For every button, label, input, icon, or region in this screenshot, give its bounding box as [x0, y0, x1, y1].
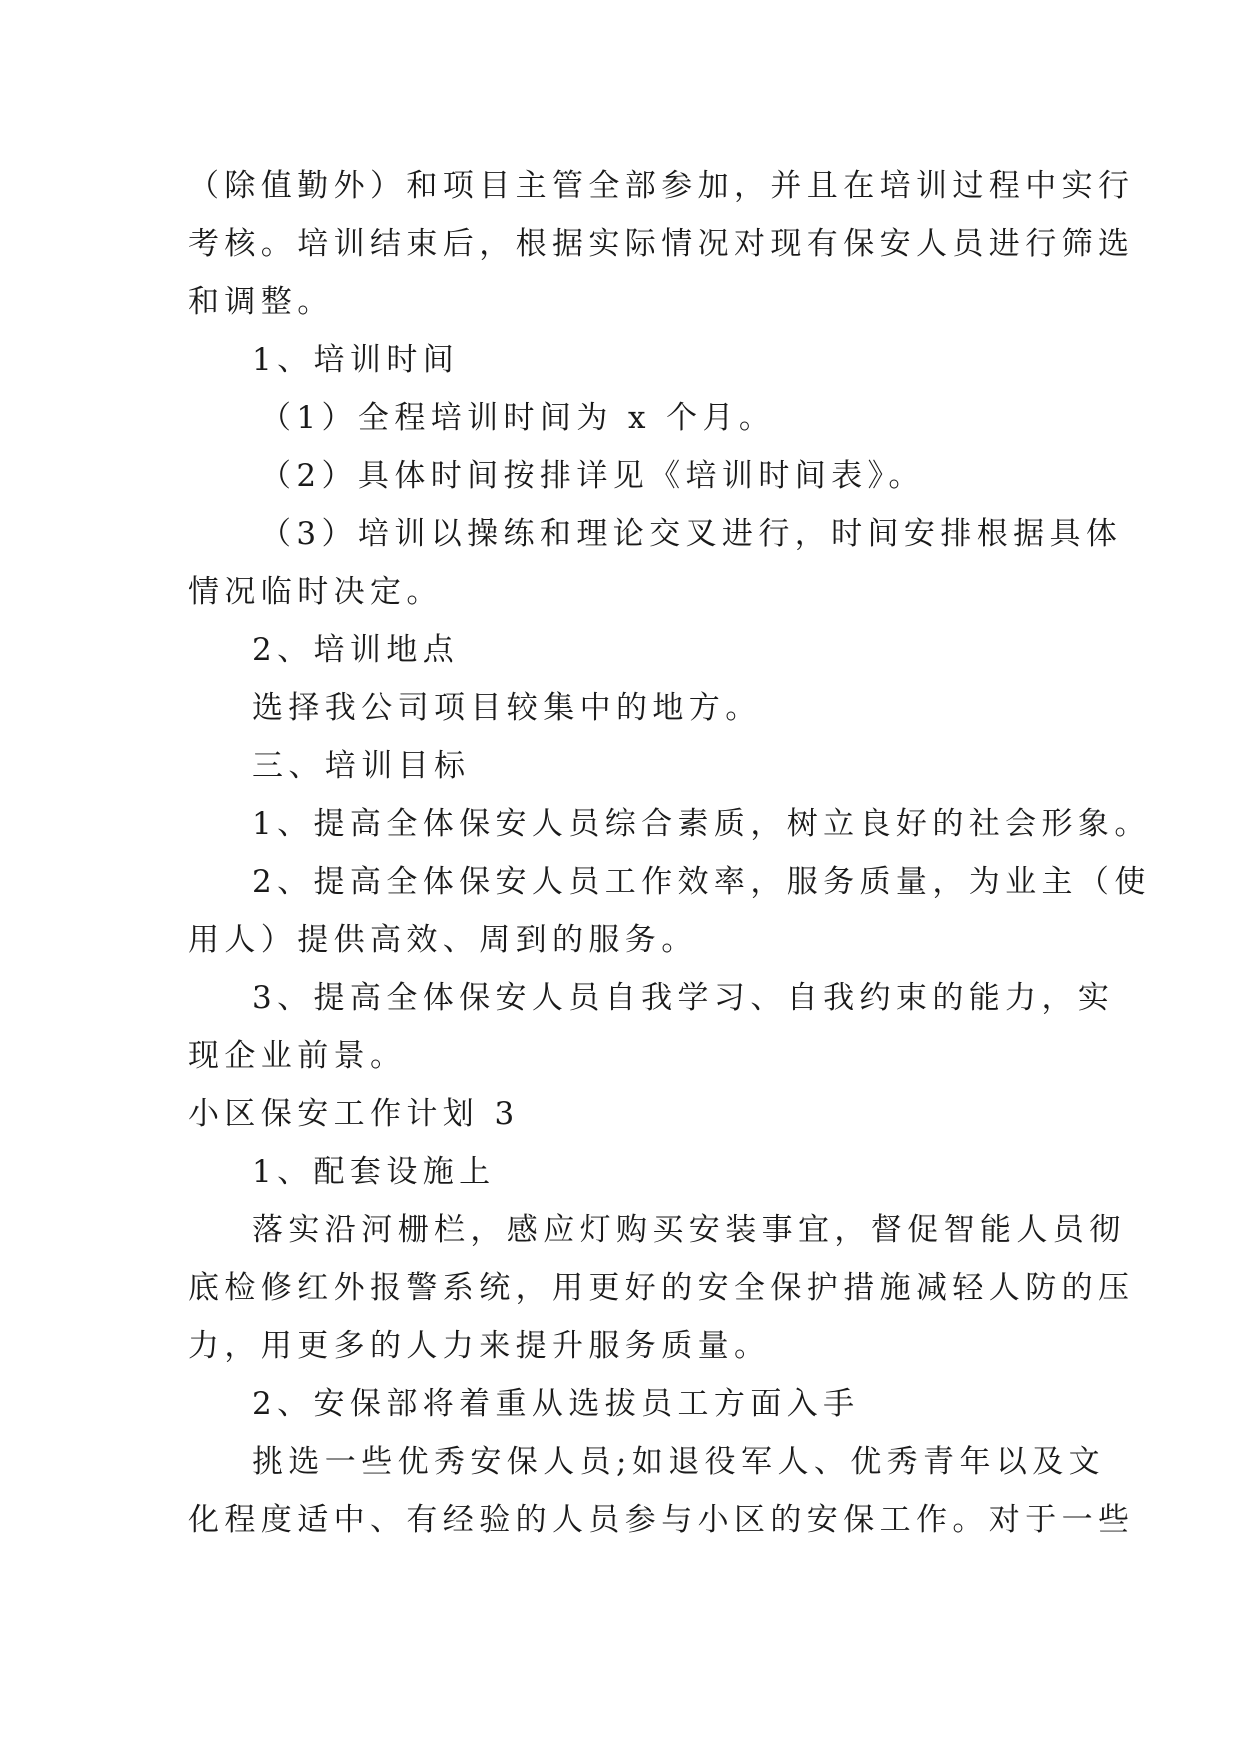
paragraph-line: 情况临时决定。 — [188, 574, 443, 610]
paragraph-line: 落实沿河栅栏，感应灯购买安装事宜，督促智能人员彻 — [252, 1212, 1126, 1248]
paragraph-line: 用人）提供高效、周到的服务。 — [188, 922, 698, 958]
paragraph-line: 化程度适中、有经验的人员参与小区的安保工作。对于一些 — [188, 1502, 1135, 1538]
list-item: 3、提高全体保安人员自我学习、自我约束的能力，实 — [252, 980, 1115, 1016]
section-title: 小区保安工作计划 3 — [188, 1096, 520, 1132]
list-item: （2）具体时间按排详见《培训时间表》。 — [260, 458, 925, 494]
paragraph-line: 和调整。 — [188, 284, 334, 320]
list-item: （1）全程培训时间为 x 个月。 — [260, 400, 776, 436]
list-item: （3）培训以操练和理论交叉进行，时间安排根据具体 — [260, 516, 1123, 552]
paragraph-line: 力，用更多的人力来提升服务质量。 — [188, 1328, 771, 1364]
list-item: 2、提高全体保安人员工作效率，服务质量，为业主（使 — [252, 864, 1151, 900]
paragraph-line: 考核。培训结束后，根据实际情况对现有保安人员进行筛选 — [188, 226, 1135, 262]
section-heading: 1、培训时间 — [252, 342, 460, 378]
paragraph-line: 底检修红外报警系统，用更好的安全保护措施减轻人防的压 — [188, 1270, 1135, 1306]
section-heading: 三、培训目标 — [252, 748, 471, 784]
section-heading: 2、安保部将着重从选拔员工方面入手 — [252, 1386, 860, 1422]
list-item: 1、提高全体保安人员综合素质，树立良好的社会形象。 — [252, 806, 1151, 842]
section-heading: 1、配套设施上 — [252, 1154, 496, 1190]
section-heading: 2、培训地点 — [252, 632, 460, 668]
paragraph-line: 挑选一些优秀安保人员;如退役军人、优秀青年以及文 — [252, 1444, 1106, 1480]
paragraph-line: 选择我公司项目较集中的地方。 — [252, 690, 762, 726]
paragraph-line: （除值勤外）和项目主管全部参加，并且在培训过程中实行 — [188, 168, 1135, 204]
paragraph-line: 现企业前景。 — [188, 1038, 407, 1074]
